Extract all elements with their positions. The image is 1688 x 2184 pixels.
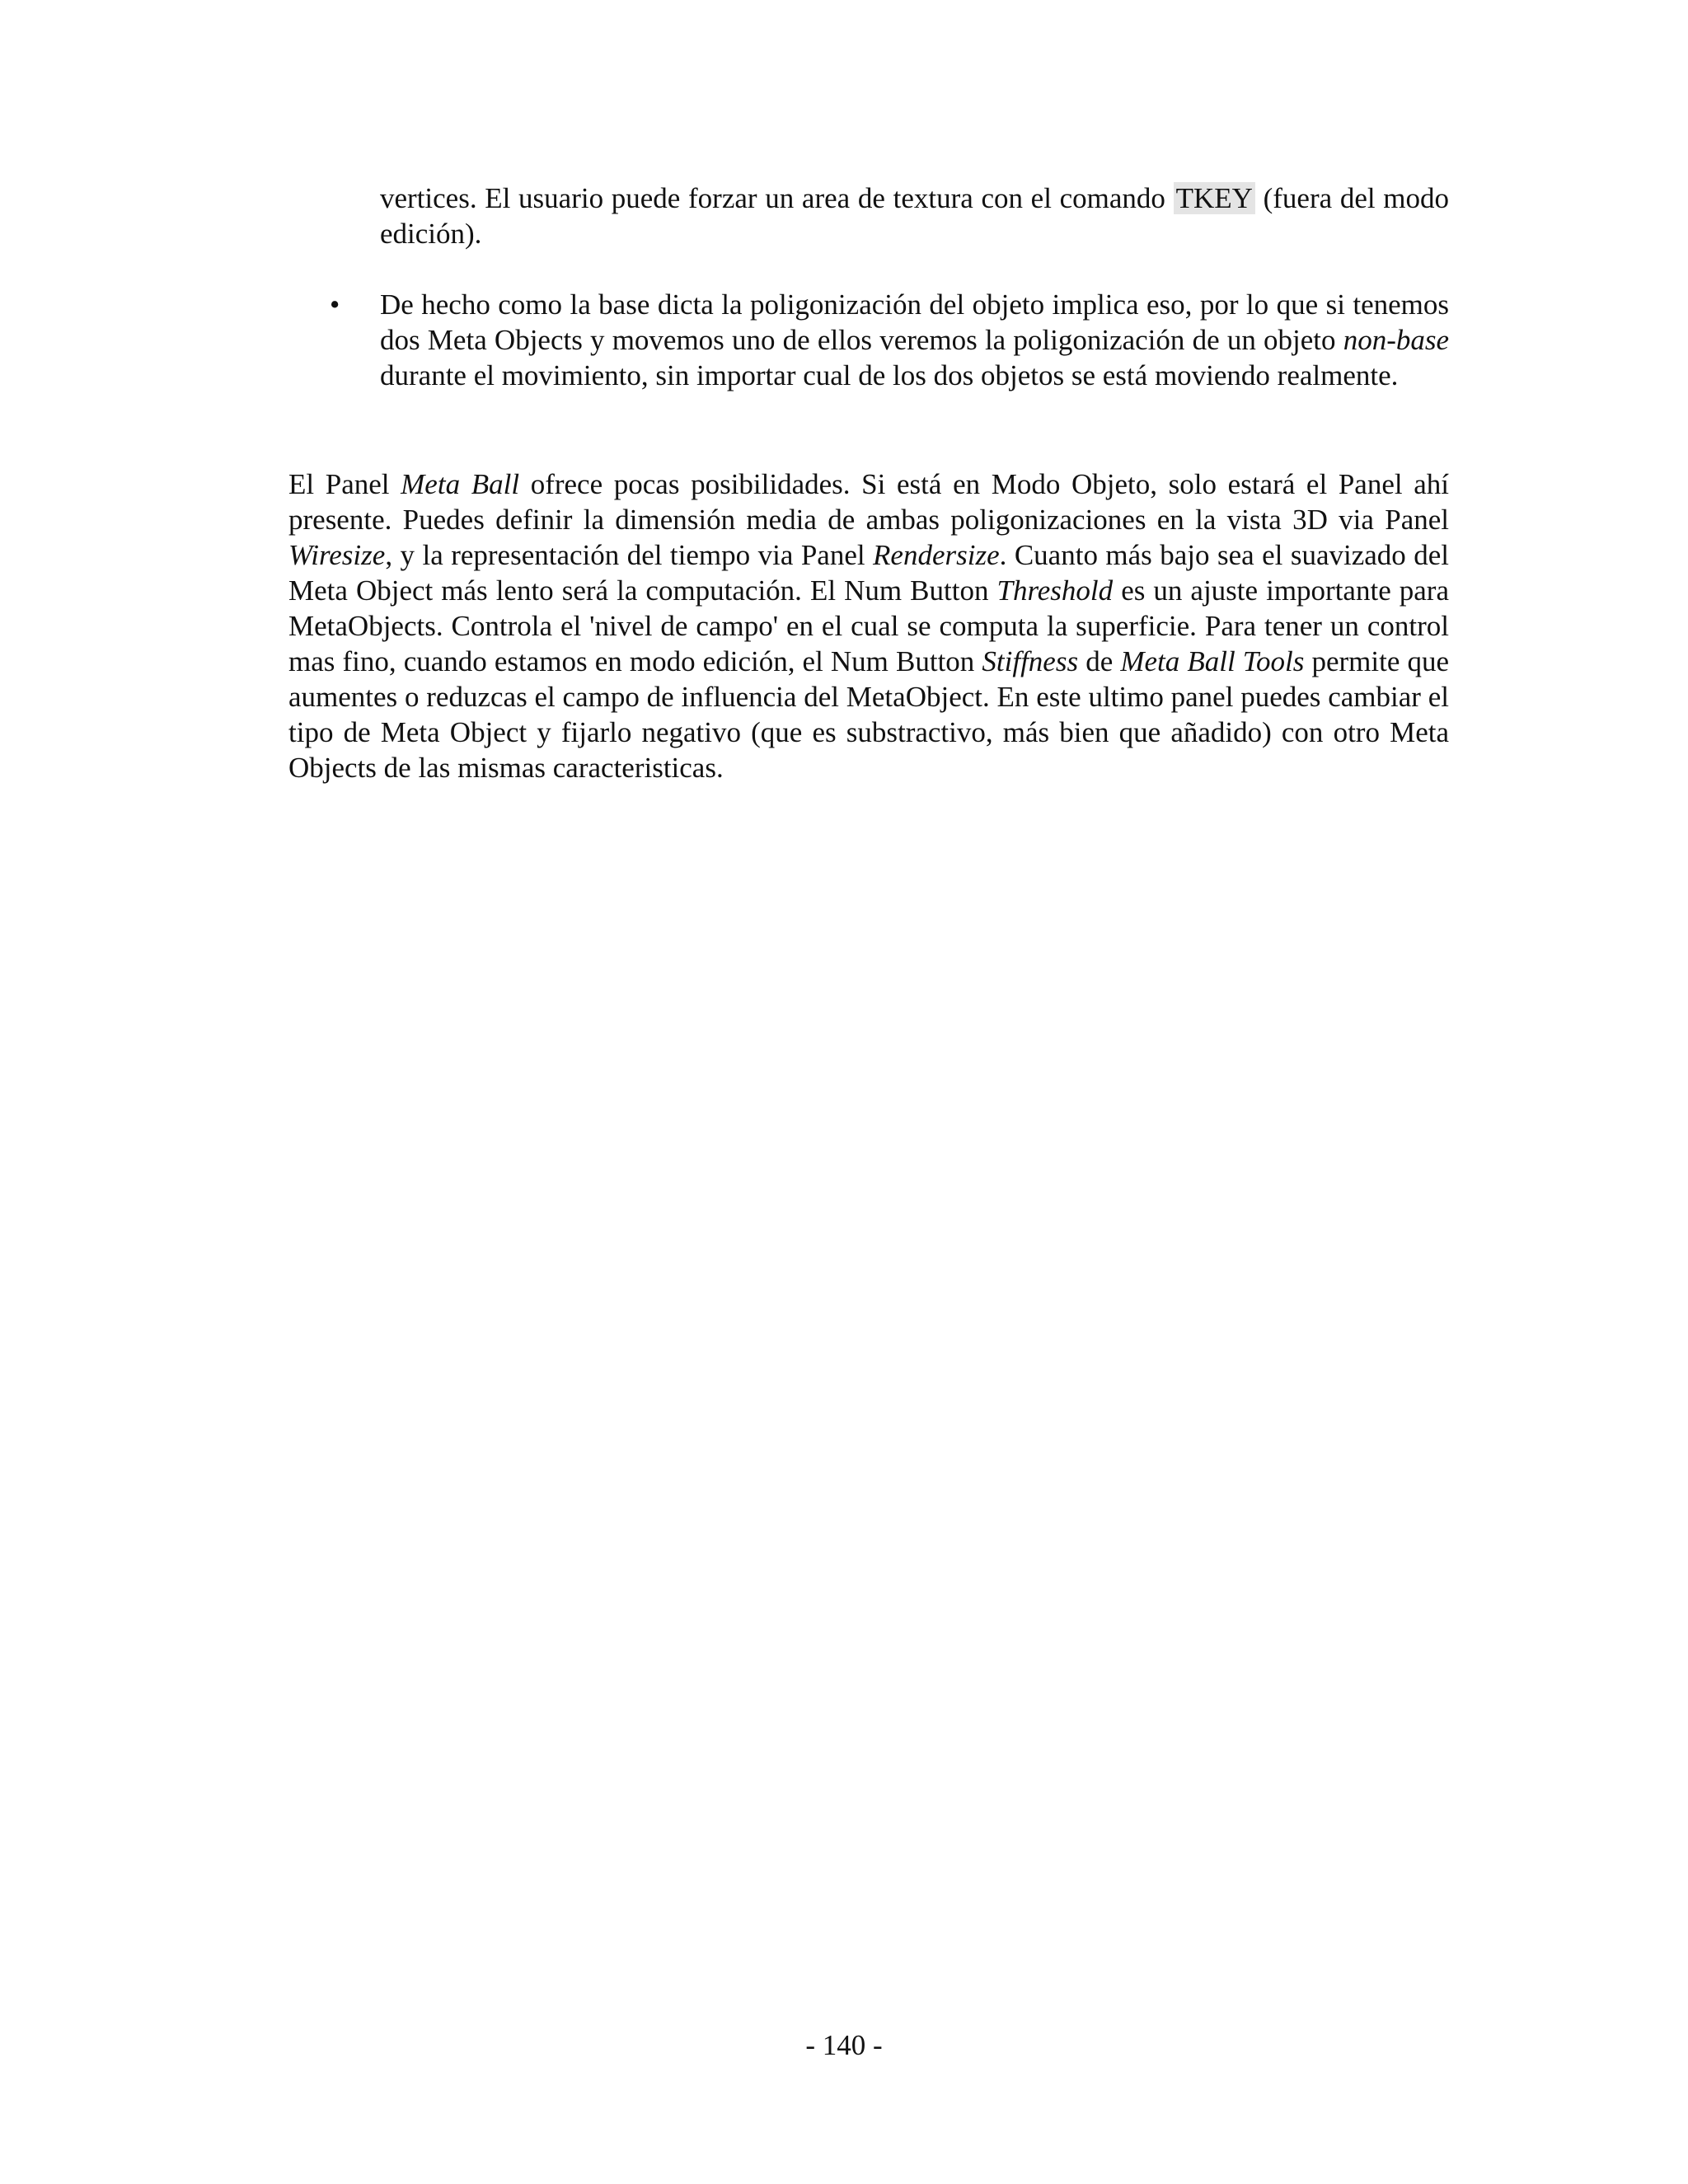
emphasis-threshold: Threshold: [996, 574, 1114, 607]
para-text-1: El Panel: [288, 468, 401, 500]
page-number: - 140 -: [805, 2029, 883, 2061]
code-tkey: TKEY: [1174, 182, 1255, 214]
emphasis-rendersize: Rendersize: [873, 539, 1000, 571]
emphasis-meta-ball-tools: Meta Ball Tools: [1120, 645, 1305, 677]
bullet-continuation-text: [380, 180, 1449, 251]
emphasis-meta-ball: Meta Ball: [401, 468, 520, 500]
para-text-2: ofrece pocas posibilidades. Si está en Modo Objeto, solo estará el Panel ahí presente. Puedes definir la dimensión media de ambas poligonizaciones en la vista 3D via Panel: [288, 468, 1449, 536]
bullet-text: [380, 287, 1449, 393]
bullet-text-part-2: durante el movimiento, sin importar cual de los dos objetos se está moviendo realmente.: [380, 359, 1399, 391]
bullet-text-part-1: De hecho como la base dicta la poligonización del objeto implica eso, por lo que si tenemos dos Meta Objects y movemos uno de ellos veremos la poligonización de un objeto: [380, 288, 1449, 356]
bullet-icon: •: [330, 288, 340, 321]
para-text-5: es un ajuste importante para MetaObjects. Controla el 'nivel de campo' en el cual se computa la superficie. Para tener un control mas fino, cuando estamos en modo edición, el Num Button: [288, 574, 1449, 677]
emphasis-wiresize: Wiresize: [288, 539, 386, 571]
para-text-3: , y la representación del tiempo via Panel: [385, 539, 874, 571]
para-text-7: permite que aumentes o reduzcas el campo de influencia del MetaObject. En este ultimo panel puedes cambiar el tipo de Meta Object y fijarlo negativo (que es substractivo, más bien que añadido) con otro Meta Objects de las mismas caracteristicas.: [288, 645, 1450, 784]
emphasis-stiffness: Stiffness: [982, 645, 1079, 677]
para-text-4: . Cuanto más bajo sea el suavizado del Meta Object más lento será la computación. El Num Button: [288, 539, 1449, 607]
para-text-6: de: [1078, 645, 1121, 677]
body-paragraph: [288, 466, 1449, 785]
continuation-text-before: vertices. El usuario puede forzar un area de textura con el comando: [380, 182, 1174, 214]
emphasis-non-base: non-base: [1343, 324, 1449, 356]
continuation-text-after: (fuera del modo edición).: [380, 182, 1449, 250]
